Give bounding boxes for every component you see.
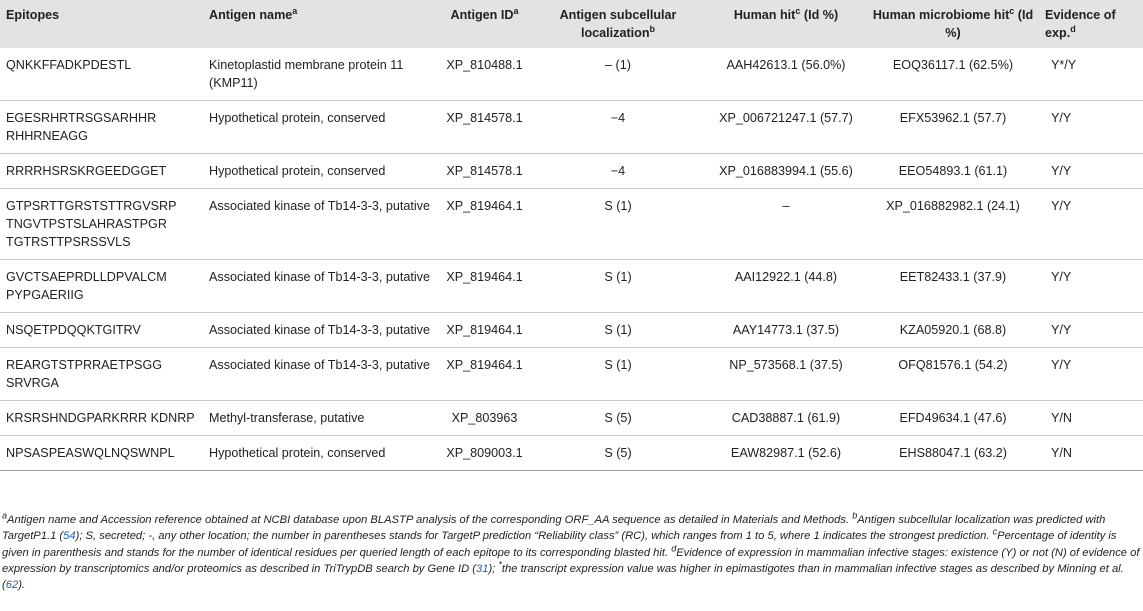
evidence-cell: Y/N xyxy=(1051,411,1072,425)
table-row xyxy=(0,401,1143,436)
localization-cell: −4 xyxy=(610,111,626,125)
antigen-id-cell: XP_814578.1 xyxy=(446,164,523,178)
table-row xyxy=(0,101,1143,154)
footnote-d-text: Evidence of expression in mammalian infective stages: existence (Y) or not (N) of evidence of expression by transcriptomics and/or proteomics as described in TriTrypDB search by Gene ID ( xyxy=(2,546,1140,575)
footnote-d-mark: d xyxy=(671,542,677,553)
footnote-b-text-end: ); S, secreted; -, any other location; the number in parentheses stands for TargetP prediction “Reliability class” (RC), which ranges from 1 to 5, where 1 indicates the strongest prediction. xyxy=(75,530,993,543)
table-row xyxy=(0,313,1143,348)
microbiome-hit-cell: XP_016882982.1 (24.1) xyxy=(886,199,1020,213)
microbiome-hit-cell: OFQ81576.1 (54.2) xyxy=(898,358,1008,372)
footnote-star-text-end: ). xyxy=(18,579,26,592)
antigen-id-cell: XP_814578.1 xyxy=(446,111,523,125)
epitope-cell: NSQETPDQQKTGITRV xyxy=(6,323,141,337)
epitope-cell: KRSRSHNDGPARKRRR KDNRP xyxy=(6,411,195,425)
human-hit-cell: XP_006721247.1 (57.7) xyxy=(719,111,853,125)
header-microbiome-hit: Human microbiome hit$^c$ (Id %) xyxy=(872,5,1034,40)
antigen-name-cell: Hypothetical protein, conserved xyxy=(209,164,386,178)
header-antigen-id: Antigen $ID^a$ xyxy=(450,5,519,22)
header-localization: Antigen subcellular localization$^b$ xyxy=(559,8,677,40)
human-hit-cell: AAH42613.1 (56.0%) xyxy=(726,58,846,72)
epitope-cell: EGESRHRTRSGSARHHR RHHRNEAGG xyxy=(6,111,157,143)
header-antigen-name: Antigen name$^a$ xyxy=(209,5,298,22)
table-row xyxy=(0,348,1143,401)
microbiome-hit-cell: EFX53962.1 (57.7) xyxy=(899,111,1007,125)
antigen-id-cell: XP_819464.1 xyxy=(446,199,523,213)
footnote-a-mark: a xyxy=(2,510,8,521)
antigen-name-cell: Associated kinase of Tb14-3-3, putative xyxy=(209,358,430,372)
antigen-name-cell: Hypothetical protein, conserved xyxy=(209,111,386,125)
table-row xyxy=(0,189,1143,260)
footnote-star-text: the transcript expression value was higher in epimastigotes than in mammalian infective stages as described by Minning et al. ( xyxy=(2,562,1124,592)
antigen-id-cell: XP_810488.1 xyxy=(446,58,523,72)
epitope-cell: RRRRHSRSKRGEEDGGET xyxy=(6,164,167,178)
evidence-cell: Y/Y xyxy=(1051,111,1072,125)
epitope-cell: QNKKFFADKPDESTL xyxy=(6,58,132,72)
human-hit-cell: XP_016883994.1 (55.6) xyxy=(719,164,853,178)
table-row xyxy=(0,48,1143,101)
localization-cell: S (1) xyxy=(604,323,632,337)
evidence-cell: Y/Y xyxy=(1051,199,1072,213)
citation-link-62[interactable]: 62 xyxy=(5,579,19,592)
localization-cell: S (5) xyxy=(604,411,632,425)
header-epitopes: Epitopes xyxy=(6,8,60,22)
header-human-hit: Human hit$^c$ (Id %) xyxy=(733,5,839,22)
epitope-cell: NPSASPEASWQLNQSWNPL xyxy=(6,446,175,460)
antigen-id-cell: XP_819464.1 xyxy=(446,358,523,372)
human-hit-cell: CAD38887.1 (61.9) xyxy=(731,411,841,425)
antigen-name-cell: Hypothetical protein, conserved xyxy=(209,446,386,460)
microbiome-hit-cell: EEO54893.1 (61.1) xyxy=(898,164,1008,178)
evidence-cell: Y/N xyxy=(1051,446,1072,460)
antigen-name-cell: Associated kinase of Tb14-3-3, putative xyxy=(209,199,430,213)
table-row xyxy=(0,154,1143,189)
localization-cell: −4 xyxy=(610,164,626,178)
evidence-cell: Y/Y xyxy=(1051,270,1072,284)
microbiome-hit-cell: EET82433.1 (37.9) xyxy=(899,270,1007,284)
antigen-id-cell: XP_819464.1 xyxy=(446,270,523,284)
evidence-cell: Y*/Y xyxy=(1051,58,1077,72)
antigen-id-cell: XP_819464.1 xyxy=(446,323,523,337)
header-evidence: Evidence of exp.$^d$ xyxy=(1045,8,1116,40)
footnote-c-mark: c xyxy=(992,526,998,537)
citation-link-31[interactable]: 31 xyxy=(476,562,489,575)
table-row xyxy=(0,436,1143,471)
epitope-cell: REARGTSTPRRAETPSGG SRVRGA xyxy=(6,358,163,390)
localization-cell: S (1) xyxy=(604,199,632,213)
localization-cell: – (1) xyxy=(605,58,631,72)
footnote-b-mark: b xyxy=(852,510,858,521)
antigen-name-cell: Kinetoplastid membrane protein 11 (KMP11) xyxy=(209,58,404,90)
evidence-cell: Y/Y xyxy=(1051,323,1072,337)
microbiome-hit-cell: EOQ36117.1 (62.5%) xyxy=(892,58,1014,72)
table-footnotes xyxy=(2,512,1140,593)
epitope-cell: GTPSRTTGRSTSTTRGVSRP TNGVTPSTSLAHRASTPGR TGTRSTTPSRSSVLS xyxy=(6,199,177,249)
antigen-name-cell: Associated kinase of Tb14-3-3, putative xyxy=(209,270,430,284)
microbiome-hit-cell: EFD49634.1 (47.6) xyxy=(899,411,1007,425)
human-hit-cell: – xyxy=(782,199,790,213)
microbiome-hit-cell: EHS88047.1 (63.2) xyxy=(899,446,1007,460)
footnote-c-text: Percentage of identity is given in parenthesis and stands for the number of identical residues per queried length of each epitope to its corresponding blasted hit. xyxy=(2,530,1117,559)
localization-cell: S (5) xyxy=(604,446,632,460)
antigen-name-cell: Methyl-transferase, putative xyxy=(209,411,365,425)
evidence-cell: Y/Y xyxy=(1051,164,1072,178)
table-row xyxy=(0,260,1143,313)
antigen-id-cell: XP_809003.1 xyxy=(446,446,523,460)
footnote-a-text: Antigen name and Accession reference obtained at NCBI database upon BLASTP analysis of the corresponding ORF_AA sequence as detailed in Materials and Methods. xyxy=(7,514,853,526)
footnote-b-text: Antigen subcellular localization was predicted with TargetP1.1 ( xyxy=(2,514,1106,543)
citation-link-54[interactable]: 54 xyxy=(63,530,76,543)
localization-cell: S (1) xyxy=(604,358,632,372)
epitope-cell: GVCTSAEPRDLLDPVALCM PYPGAERIIG xyxy=(6,270,167,302)
evidence-cell: Y/Y xyxy=(1051,358,1072,372)
table-header-row xyxy=(0,0,1143,48)
footnote-d-text-end: ); xyxy=(488,562,499,575)
antigen-id-cell: XP_803963 xyxy=(451,411,518,425)
human-hit-cell: AAI12922.1 (44.8) xyxy=(734,270,838,284)
antigen-name-cell: Associated kinase of Tb14-3-3, putative xyxy=(209,323,430,337)
human-hit-cell: AAY14773.1 (37.5) xyxy=(732,323,840,337)
localization-cell: S (1) xyxy=(604,270,632,284)
footnote-star-mark: * xyxy=(498,559,502,570)
human-hit-cell: NP_573568.1 (37.5) xyxy=(729,358,843,372)
human-hit-cell: EAW82987.1 (52.6) xyxy=(730,446,842,460)
microbiome-hit-cell: KZA05920.1 (68.8) xyxy=(899,323,1007,337)
